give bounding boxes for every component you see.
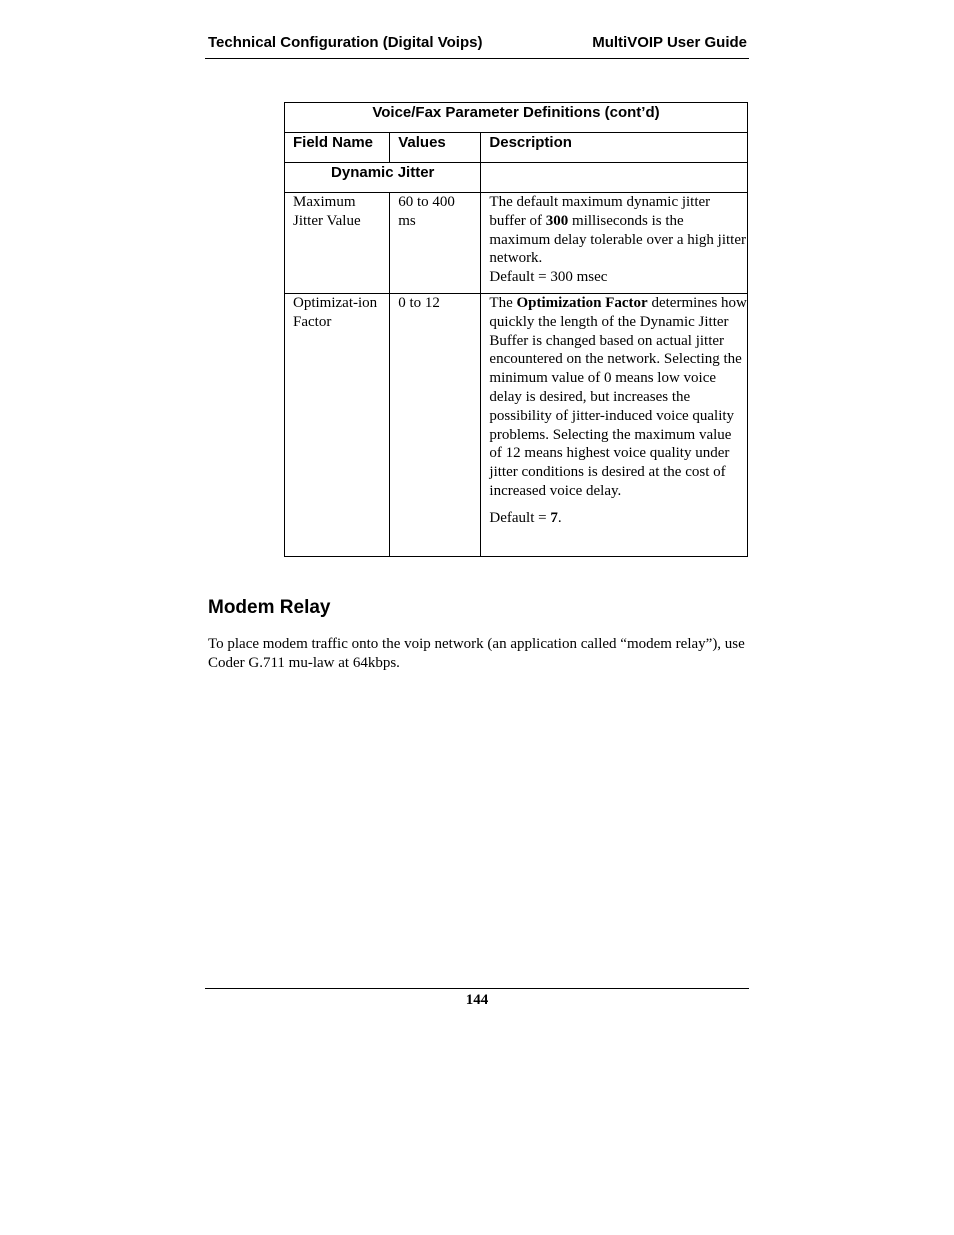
- table-title-row: [285, 103, 748, 133]
- values-cell: 0 to 12: [390, 294, 481, 557]
- description-run: The default maximum dynamic jitter buffer of: [489, 194, 711, 229]
- description-text: [489, 193, 747, 268]
- values-line: 60 to 400: [398, 194, 455, 210]
- page-number: 144: [465, 992, 489, 1008]
- field-name-line: Factor: [293, 313, 332, 330]
- values-line: ms: [398, 212, 416, 229]
- column-header-values: Values: [390, 133, 481, 163]
- header-chapter-title: Technical Configuration (Digital Voips): [208, 34, 483, 51]
- body-paragraph: To place modem traffic onto the voip network (an application called “modem relay”), use Coder G.711 mu-law at 64kbps.: [208, 636, 745, 671]
- values-cell: [390, 193, 481, 294]
- table-row: [285, 294, 748, 557]
- field-name-line: Jitter Value: [293, 212, 361, 229]
- header-guide-title: MultiVOIP User Guide: [592, 34, 747, 51]
- description-run: milliseconds is the maximum delay tolerable over a high jitter network.: [489, 212, 746, 267]
- description-run: determines how quickly the length of the Dynamic Jitter Buffer is changed based on actual jitter encountered on the network. Selecting the minimum value of 0 means low voice delay is desired, but increases the possibility of jitter-induced voice quality problems. Selecting the maximum value of 12 means highest voice quality under jitter conditions is desired at the cost of increased voice delay.: [489, 295, 747, 499]
- field-name-cell: [285, 294, 390, 557]
- description-cell: [481, 294, 748, 557]
- field-name-line: Maximum: [293, 194, 356, 210]
- page-header: [205, 33, 749, 59]
- section-empty-cell: [481, 163, 748, 193]
- section-label-dynamic-jitter: Dynamic Jitter: [285, 163, 481, 193]
- description-bold-term: Optimization Factor: [516, 295, 648, 311]
- default-label: Default =: [489, 509, 551, 526]
- description-run: The: [489, 295, 517, 311]
- column-header-description: Description: [481, 133, 748, 163]
- field-name-line: Optimizat-ion: [293, 295, 378, 311]
- table-row: [285, 193, 748, 294]
- default-value: 7: [550, 509, 558, 526]
- section-heading: Modem Relay: [208, 597, 331, 618]
- field-name-cell: [285, 193, 390, 294]
- description-bold-value: 300: [545, 212, 569, 229]
- description-cell: [481, 193, 748, 294]
- parameter-definitions-table: [284, 102, 748, 557]
- section-row: [285, 163, 748, 193]
- column-header-field-name: Field Name: [285, 133, 390, 163]
- default-end: .: [557, 509, 562, 526]
- table-title: Voice/Fax Parameter Definitions (cont’d): [285, 103, 748, 133]
- table-header-row: [285, 133, 748, 163]
- description-default: [489, 509, 747, 528]
- description-default: Default = 300 msec: [489, 269, 608, 286]
- description-text: [489, 294, 747, 501]
- footer-divider: [205, 988, 749, 989]
